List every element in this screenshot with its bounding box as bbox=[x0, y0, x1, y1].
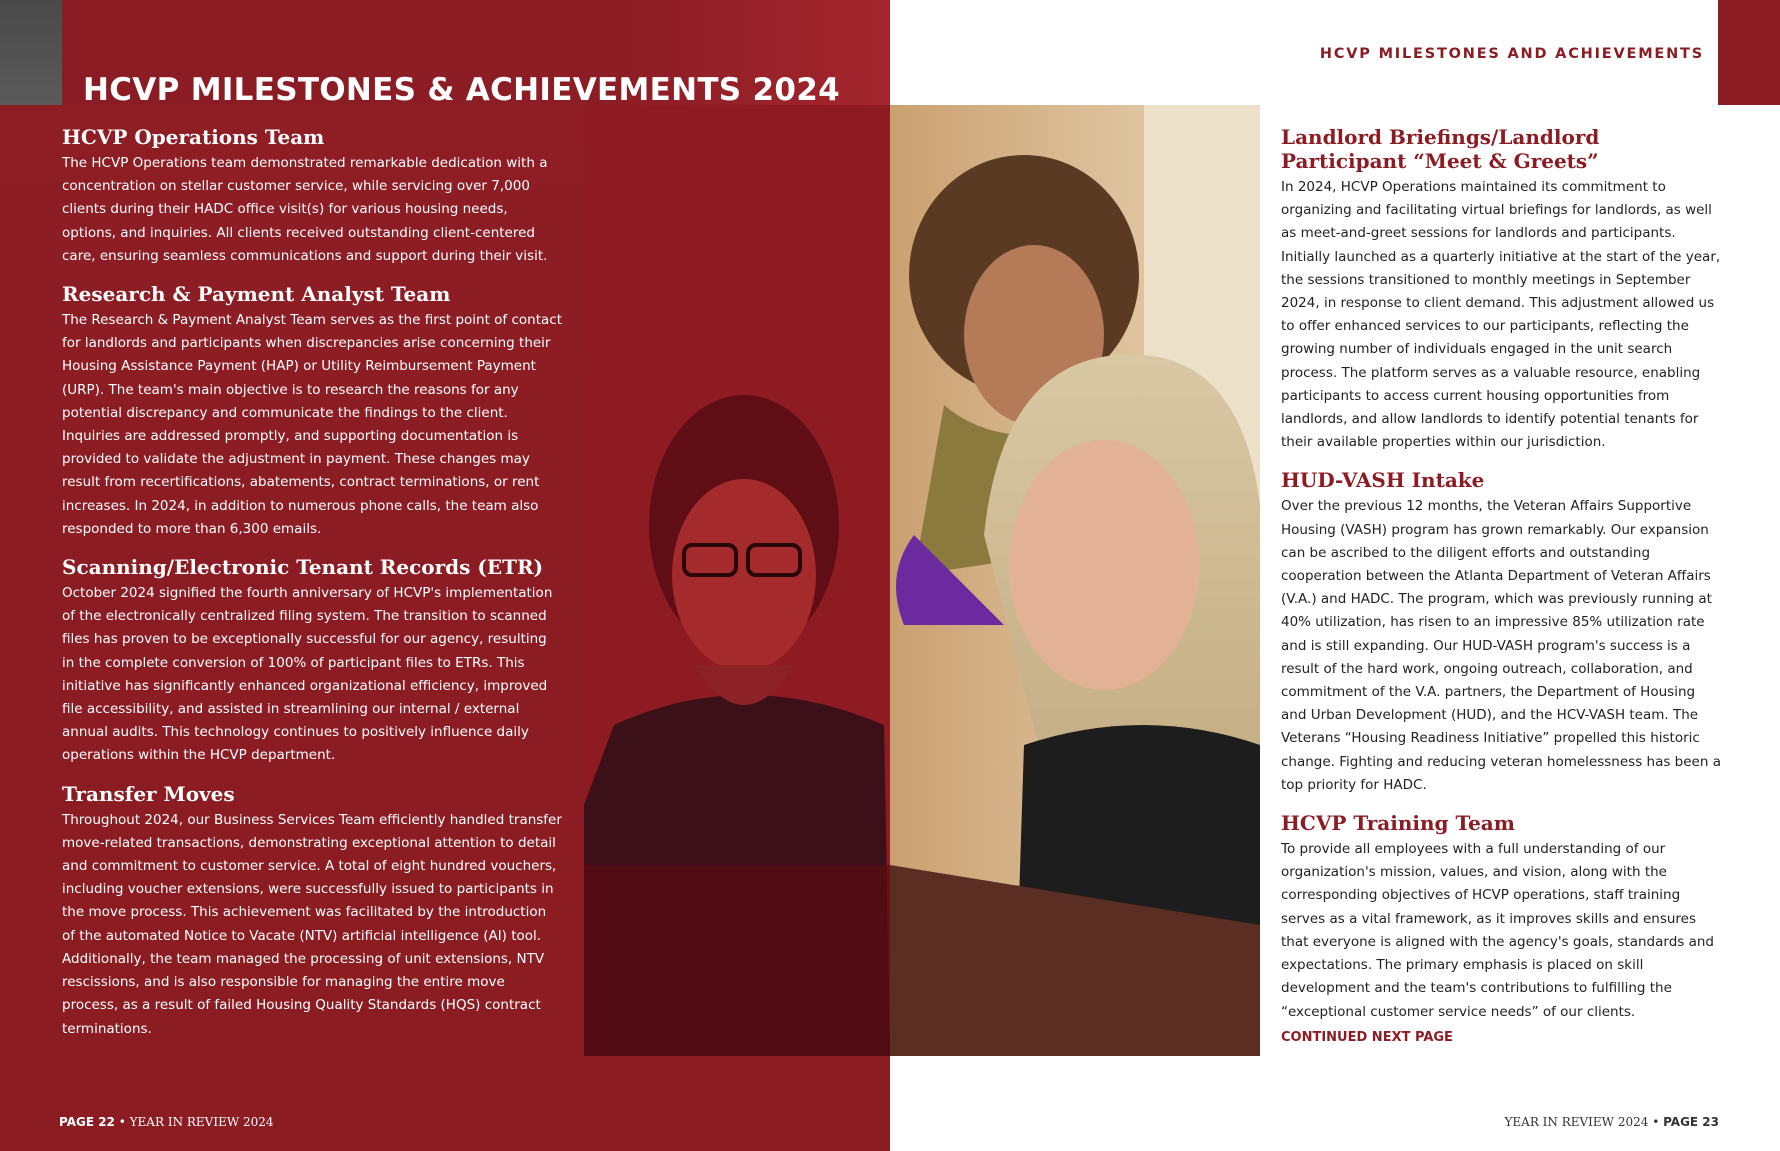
section-heading: HUD-VASH Intake bbox=[1281, 468, 1485, 493]
section-heading: Transfer Moves bbox=[62, 781, 235, 806]
section-operations-team bbox=[62, 125, 562, 268]
section-body: The Research & Payment Analyst Team serves as the first point of contact for landlords and participants when discrepancies arise concerning their Housing Assistance Payment (HAP) or Utility Reimbursement Payment (URP). The team's main objective is to research the reasons for any potential discrepancy and communicate the findings to the client. Inquiries are addressed promptly, and supporting documentation is provided to validate the adjustment in payment. These changes may result from recertifications, abatements, contract terminations, or rent increases. In 2024, in addition to numerous phone calls, the team also responded to more than 6,300 emails. bbox=[62, 312, 562, 537]
footer-separator: • bbox=[1648, 1115, 1664, 1129]
section-body: Over the previous 12 months, the Veteran Affairs Supportive Housing (VASH) program has grown remarkably. Our expansion can be ascribed to the diligent efforts and outstanding cooperation between the Atlanta Department of Veteran Affairs (V.A.) and HADC. The program, which was previously running at 40% utilization, has risen to an impressive 85% utilization rate and is still expanding. Our HUD-VASH program's success is a result of the hard work, ongoing outreach, collaboration, and commitment of the V.A. partners, the Department of Housing and Urban Development (HUD), and the HCV-VASH team. The Veterans “Housing Readiness Initiative” propelled this historic change. Fighting and reducing veteran homelessness has been a top priority for HADC. bbox=[1281, 498, 1721, 793]
team-photo bbox=[584, 105, 1260, 1056]
page-number: PAGE 23 bbox=[1663, 1115, 1719, 1129]
continued-next-page-link[interactable]: CONTINUED NEXT PAGE bbox=[1281, 1029, 1453, 1045]
section-heading: Research & Payment Analyst Team bbox=[62, 282, 451, 307]
section-body: In 2024, HCVP Operations maintained its commitment to organizing and facilitating virtual briefings for landlords, as well as meet-and-greet sessions for landlords and participants. Initially launched as a quarterly initiative at the start of the year, the sessions transitioned to monthly meetings in September 2024, in response to client demand. This adjustment allowed us to offer enhanced services to our participants, reflecting the growing number of individuals engaged in the unit search process. The platform serves as a valuable resource, enabling participants to access current housing opportunities from landlords, and allow landlords to identify potential tenants for their available properties within our jurisdiction. bbox=[1281, 179, 1721, 451]
section-heading: HCVP Operations Team bbox=[62, 125, 325, 149]
section-heading: HCVP Training Team bbox=[1281, 811, 1515, 836]
section-training-team bbox=[1281, 811, 1721, 1024]
section-body: Throughout 2024, our Business Services Team efficiently handled transfer move-related transactions, demonstrating exceptional attention to detail and commitment to customer service. A total of eight hundred vouchers, including voucher extensions, were successfully issued to participants in the move process. This achievement was facilitated by the introduction of the automated Notice to Vacate (NTV) artificial intelligence (AI) tool. Additionally, the team managed the processing of unit extensions, NTV rescissions, and is also responsible for managing the entire move process, as a result of failed Housing Quality Standards (HQS) contract terminations. bbox=[62, 811, 562, 1037]
section-heading: Landlord Briefings/Landlord Participant “Meet & Greets” bbox=[1281, 125, 1600, 173]
footer-year-label: YEAR IN REVIEW 2024 bbox=[1504, 1115, 1649, 1129]
gray-corner-tab bbox=[0, 0, 62, 105]
section-body: To provide all employees with a full understanding of our organization's mission, values, and vision, along with the corresponding objectives of HCVP operations, staff training serves as a vital framework, as it improves skills and ensures that everyone is aligned with the agency's goals, standards and expectations. The primary emphasis is placed on skill development and the team's contributions to fulfilling the “exceptional customer service needs” of our clients. bbox=[1281, 841, 1715, 1020]
right-column bbox=[1281, 125, 1721, 1045]
section-research-payment bbox=[62, 282, 562, 541]
section-scanning-etr bbox=[62, 555, 562, 768]
section-transfer-moves bbox=[62, 782, 562, 1041]
footer-left bbox=[59, 1115, 274, 1129]
footer-separator: • bbox=[114, 1115, 130, 1129]
left-column bbox=[62, 125, 562, 1055]
photo-icon bbox=[584, 105, 1260, 1056]
page-number: PAGE 22 bbox=[59, 1115, 115, 1129]
section-body: The HCVP Operations team demonstrated remarkable dedication with a concentration on stellar customer service, while servicing over 7,000 clients during their HADC office visit(s) for various housing needs, options, and inquiries. All clients received outstanding client-centered care, ensuring seamless communications and support during their visit. bbox=[62, 155, 548, 264]
section-body: October 2024 signified the fourth anniversary of HCVP's implementation of the electronically centralized filing system. The transition to scanned files has proven to be exceptionally successful for our agency, resulting in the complete conversion of 100% of participant files to ETRs. This initiative has significantly enhanced organizational efficiency, improved file accessibility, and assisted in streamlining our internal / external annual audits. This technology continues to positively influence daily operations within the HCVP department. bbox=[62, 585, 553, 764]
footer-right bbox=[1504, 1115, 1719, 1129]
running-header: HCVP MILESTONES AND ACHIEVEMENTS bbox=[1319, 46, 1704, 62]
page-title: HCVP MILESTONES & ACHIEVEMENTS 2024 bbox=[83, 72, 840, 108]
footer-year-label: YEAR IN REVIEW 2024 bbox=[129, 1115, 274, 1129]
section-hud-vash bbox=[1281, 468, 1721, 797]
section-heading: Scanning/Electronic Tenant Records (ETR) bbox=[62, 555, 544, 580]
section-landlord-briefings bbox=[1281, 125, 1721, 454]
red-corner-tab bbox=[1718, 0, 1780, 105]
